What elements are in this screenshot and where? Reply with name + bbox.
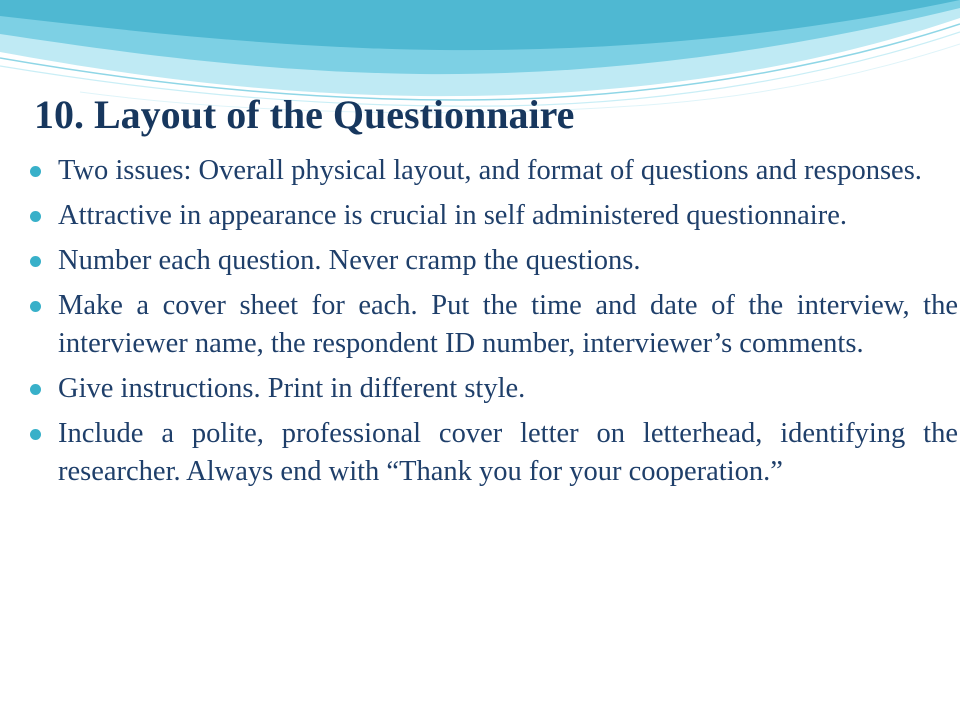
bullet-list bbox=[30, 152, 958, 498]
bullet-item bbox=[30, 152, 958, 190]
bullet-dot-icon bbox=[30, 429, 41, 440]
bullet-item bbox=[30, 242, 958, 280]
slide-title: 10. Layout of the Questionnaire bbox=[34, 92, 575, 137]
bullet-item bbox=[30, 370, 958, 408]
bullet-dot-icon bbox=[30, 384, 41, 395]
bullet-text: Include a polite, professional cover letter on letterhead, identifying the researcher. Always end with “Thank you for your cooperation.” bbox=[58, 418, 958, 487]
bullet-dot-icon bbox=[30, 166, 41, 177]
bullet-item bbox=[30, 287, 958, 363]
bullet-text: Make a cover sheet for each. Put the time and date of the interview, the interviewer name, the respondent ID number, interviewer’s comments. bbox=[58, 290, 958, 359]
bullet-text: Give instructions. Print in different style. bbox=[58, 373, 526, 404]
bullet-dot-icon bbox=[30, 301, 41, 312]
bullet-item bbox=[30, 197, 958, 235]
bullet-text: Attractive in appearance is crucial in self administered questionnaire. bbox=[58, 200, 847, 231]
bullet-dot-icon bbox=[30, 211, 41, 222]
bullet-text: Number each question. Never cramp the questions. bbox=[58, 245, 641, 276]
bullet-item bbox=[30, 415, 958, 491]
bullet-dot-icon bbox=[30, 256, 41, 267]
bullet-text: Two issues: Overall physical layout, and format of questions and responses. bbox=[58, 155, 922, 186]
